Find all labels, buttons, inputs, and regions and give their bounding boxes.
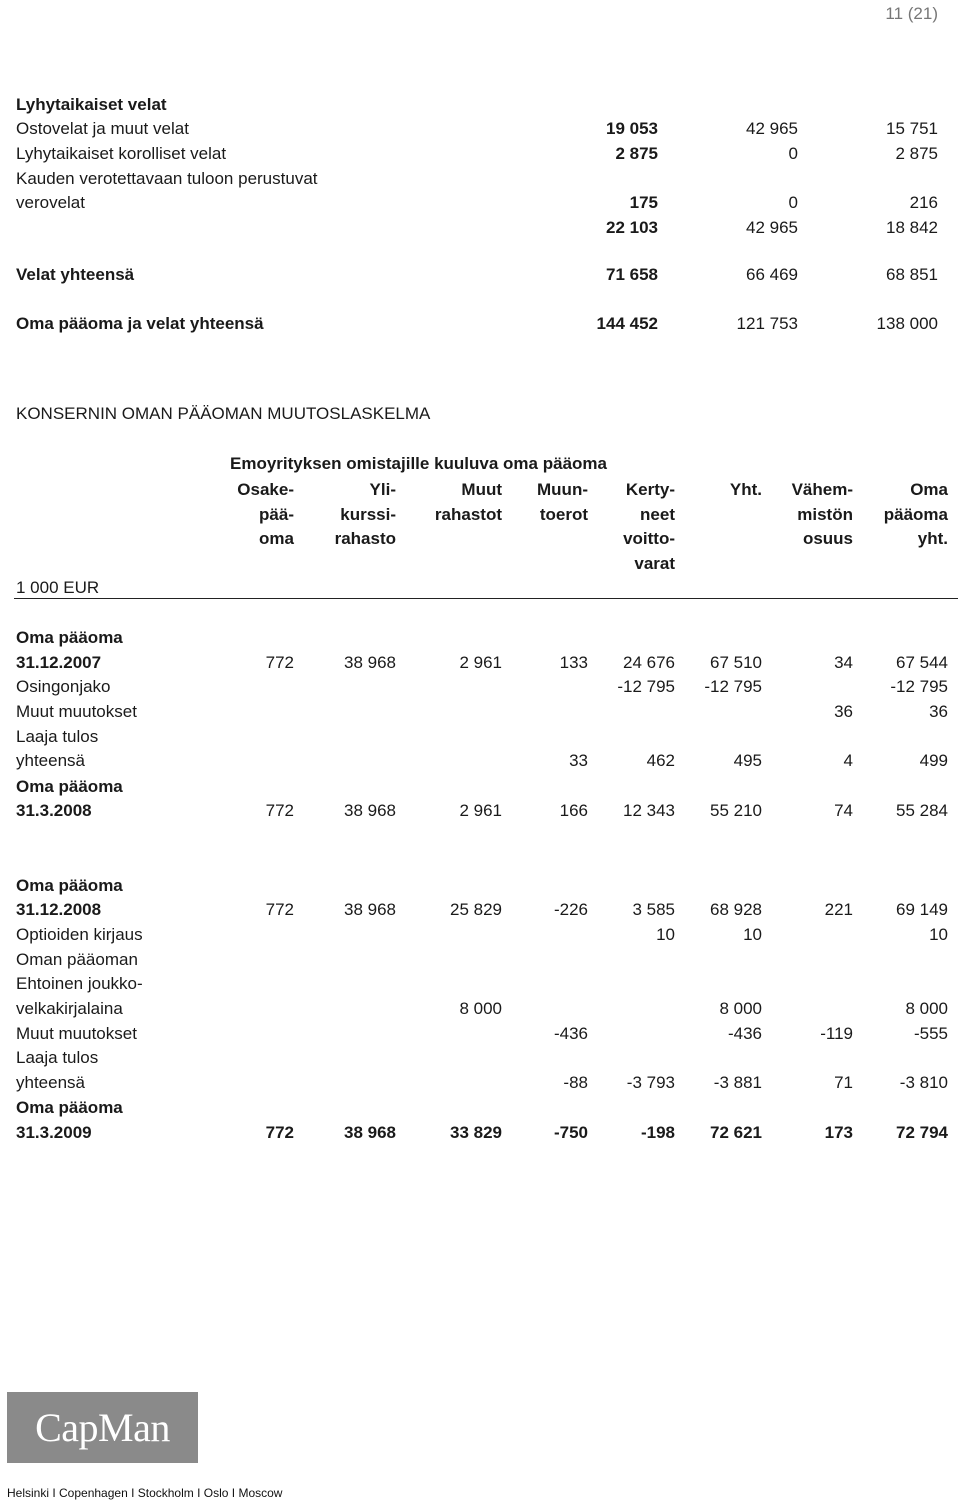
value-cell: 38 968 <box>344 900 396 919</box>
row-label: Muut muutokset <box>16 702 137 721</box>
column-header: pääoma <box>883 505 948 524</box>
column-header: Oma <box>910 480 948 499</box>
row-label: Oma pääoma ja velat yhteensä <box>16 314 264 333</box>
column-header: mistön <box>797 505 853 524</box>
value-cell: 8 000 <box>459 999 502 1018</box>
value-cell: 25 829 <box>450 900 502 919</box>
value-cell: 67 544 <box>896 653 948 672</box>
row-label: Oma pääoma <box>16 777 123 796</box>
value-cell: -12 795 <box>617 677 675 696</box>
value-cell: 4 <box>843 751 853 770</box>
column-header: Muun- <box>537 480 588 499</box>
value-cell: 121 753 <box>736 314 798 333</box>
row-label: Ehtoinen joukko- <box>16 974 143 993</box>
column-header: Yli- <box>369 480 396 499</box>
value-cell: 216 <box>909 193 938 212</box>
value-cell: 144 452 <box>596 314 658 333</box>
value-cell: 55 284 <box>896 801 948 820</box>
row-label: Velat yhteensä <box>16 265 135 284</box>
value-cell: 2 961 <box>459 801 502 820</box>
column-header: Kerty- <box>625 480 675 499</box>
value-cell: 10 <box>929 925 948 944</box>
value-cell: -3 793 <box>626 1073 675 1092</box>
value-cell: 495 <box>733 751 762 770</box>
value-cell: 8 000 <box>905 999 948 1018</box>
value-cell: 34 <box>834 653 853 672</box>
value-cell: -555 <box>913 1024 948 1043</box>
row-label: Oma pääoma <box>16 628 123 647</box>
row-label: Kauden verotettavaan tuloon perustuvat <box>16 169 318 188</box>
row-label: Laaja tulos <box>16 1048 99 1067</box>
value-cell: 36 <box>929 702 948 721</box>
value-cell: 175 <box>629 193 658 212</box>
page-number: 11 (21) <box>885 4 938 23</box>
header-divider <box>14 598 958 599</box>
value-cell: 72 621 <box>710 1123 762 1142</box>
value-cell: 0 <box>788 144 798 163</box>
value-cell: 33 829 <box>450 1123 502 1142</box>
value-cell: -436 <box>553 1024 588 1043</box>
value-cell: 8 000 <box>719 999 762 1018</box>
value-cell: 221 <box>824 900 853 919</box>
value-cell: 33 <box>569 751 588 770</box>
value-cell: 55 210 <box>710 801 762 820</box>
row-label: 31.3.2008 <box>16 801 92 820</box>
value-cell: 19 053 <box>606 119 658 138</box>
row-label: Lyhytaikaiset korolliset velat <box>16 144 227 163</box>
value-cell: 2 961 <box>459 653 502 672</box>
value-cell: 42 965 <box>746 119 798 138</box>
value-cell: -226 <box>553 900 588 919</box>
value-cell: -750 <box>553 1123 588 1142</box>
value-cell: 15 751 <box>886 119 938 138</box>
value-cell: 3 585 <box>632 900 675 919</box>
column-header: osuus <box>802 529 853 548</box>
value-cell: -12 795 <box>890 677 948 696</box>
value-cell: 24 676 <box>623 653 675 672</box>
row-label: yhteensä <box>16 751 85 770</box>
row-label: Oman pääoman <box>16 950 138 969</box>
row-label: 31.12.2008 <box>16 900 102 919</box>
value-cell: 38 968 <box>344 653 396 672</box>
value-cell: 74 <box>834 801 853 820</box>
value-cell: -3 881 <box>713 1073 762 1092</box>
capman-logo <box>7 1392 198 1463</box>
value-cell: 71 <box>834 1073 853 1092</box>
column-header: Vähem- <box>791 480 853 499</box>
row-label: Ostovelat ja muut velat <box>16 119 189 138</box>
value-cell: 462 <box>646 751 675 770</box>
column-header: rahastot <box>434 505 502 524</box>
value-cell: 66 469 <box>746 265 798 284</box>
value-cell: 10 <box>743 925 762 944</box>
value-cell: 772 <box>265 801 294 820</box>
section-title: Lyhytaikaiset velat <box>16 95 167 114</box>
row-label: 31.12.2007 <box>16 653 102 672</box>
value-cell: 36 <box>834 702 853 721</box>
value-cell: 18 842 <box>886 218 938 237</box>
value-cell: 22 103 <box>606 218 658 237</box>
value-cell: 499 <box>919 751 948 770</box>
value-cell: 72 794 <box>896 1123 948 1142</box>
column-header: kurssi- <box>340 505 396 524</box>
column-header: Yht. <box>729 480 762 499</box>
column-header: neet <box>640 505 675 524</box>
value-cell: -436 <box>727 1024 762 1043</box>
column-header: rahasto <box>334 529 396 548</box>
column-header: yht. <box>917 529 948 548</box>
column-header: voitto- <box>623 529 675 548</box>
value-cell: 772 <box>265 653 294 672</box>
row-label: Optioiden kirjaus <box>16 925 143 944</box>
value-cell: 138 000 <box>876 314 938 333</box>
value-cell: 772 <box>265 900 294 919</box>
value-cell: 71 658 <box>606 265 658 284</box>
value-cell: 38 968 <box>344 801 396 820</box>
row-label: Muut muutokset <box>16 1024 137 1043</box>
row-label: velkakirjalaina <box>16 999 123 1018</box>
row-label: Laaja tulos <box>16 727 99 746</box>
row-label: Oma pääoma <box>16 1098 123 1117</box>
value-cell: 173 <box>824 1123 853 1142</box>
footer-locations: Helsinki I Copenhagen I Stockholm I Oslo I Moscow <box>7 1486 283 1500</box>
row-label: Osingonjako <box>16 677 111 696</box>
column-header: Osake- <box>237 480 294 499</box>
value-cell: 2 875 <box>615 144 658 163</box>
value-cell: 12 343 <box>623 801 675 820</box>
column-header: Muut <box>461 480 502 499</box>
value-cell: 68 851 <box>886 265 938 284</box>
column-header: pää- <box>259 505 294 524</box>
column-header: varat <box>634 554 675 573</box>
logo-text: CapMan <box>35 1405 170 1450</box>
value-cell: 2 875 <box>895 144 938 163</box>
row-label: Oma pääoma <box>16 876 123 895</box>
value-cell: 42 965 <box>746 218 798 237</box>
row-label: 31.3.2009 <box>16 1123 92 1142</box>
value-cell: -198 <box>640 1123 675 1142</box>
value-cell: 38 968 <box>344 1123 396 1142</box>
value-cell: -88 <box>563 1073 588 1092</box>
unit-label: 1 000 EUR <box>16 578 100 597</box>
row-label: yhteensä <box>16 1073 85 1092</box>
value-cell: -12 795 <box>704 677 762 696</box>
value-cell: 0 <box>788 193 798 212</box>
row-label: verovelat <box>16 193 85 212</box>
value-cell: -3 810 <box>899 1073 948 1092</box>
section-title: KONSERNIN OMAN PÄÄOMAN MUUTOSLASKELMA <box>16 404 431 423</box>
value-cell: 772 <box>265 1123 294 1142</box>
value-cell: 67 510 <box>710 653 762 672</box>
value-cell: -119 <box>820 1024 853 1043</box>
value-cell: 68 928 <box>710 900 762 919</box>
value-cell: 69 149 <box>896 900 948 919</box>
column-header: toerot <box>539 505 588 524</box>
group-header: Emoyrityksen omistajille kuuluva oma pääoma <box>230 454 607 473</box>
value-cell: 133 <box>559 653 588 672</box>
value-cell: 10 <box>656 925 675 944</box>
column-header: oma <box>259 529 294 548</box>
value-cell: 166 <box>559 801 588 820</box>
